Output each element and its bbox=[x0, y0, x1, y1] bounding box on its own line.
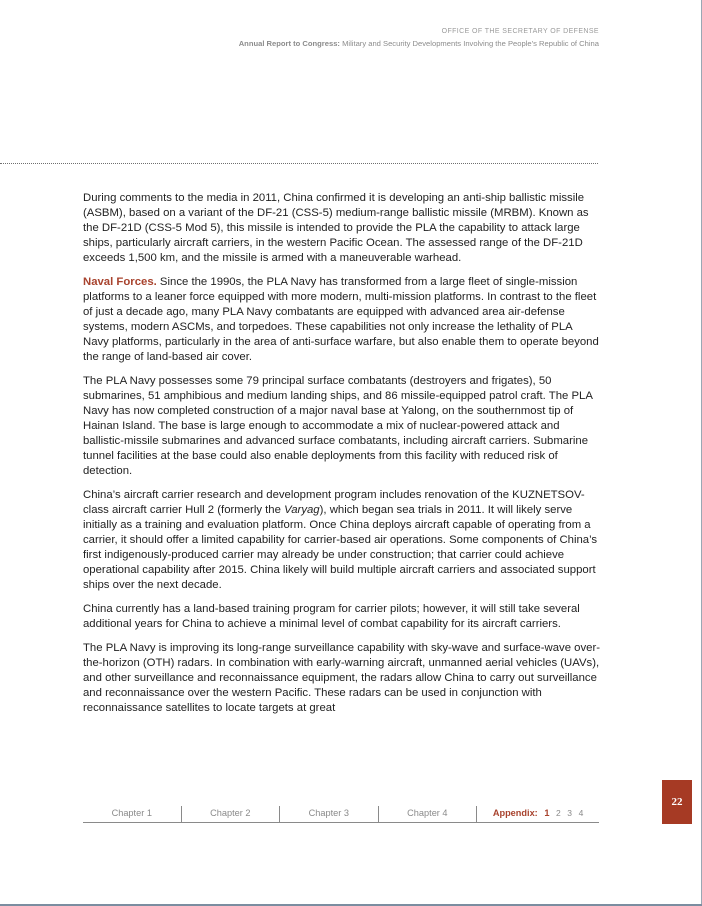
paragraph-naval-forces bbox=[83, 275, 601, 365]
header-report-rest: Military and Security Developments Involving the People’s Republic of China bbox=[339, 39, 599, 48]
page-number-badge: 22 bbox=[662, 780, 692, 824]
header-office: OFFICE OF THE SECRETARY OF DEFENSE bbox=[441, 28, 599, 35]
paragraph-pla-navy-fleet: The PLA Navy possesses some 79 principal surface combatants (destroyers and frigates), 50 submarines, 51 amphibious and medium landing ships, and 86 missile-equipped patrol craft. The PLA Navy has now completed construction of a major naval base at Yalong, on the southernmost tip of Hainan Island. The base is large enough to accommodate a mix of nuclear-powered attack and ballistic-missile submarines and advanced surface combatants, including aircraft carriers. Submarine tunnel facilities at the base could also enable deployments from this facility with reduced risk of detection. bbox=[83, 375, 593, 477]
header-report-title bbox=[239, 39, 599, 48]
paragraph-carrier-pilots: China currently has a land-based training program for carrier pilots; however, it will still take several additional years for China to achieve a minimal level of combat capability for its aircraft carriers. bbox=[83, 603, 580, 630]
dotted-divider bbox=[0, 163, 598, 164]
chapter-nav bbox=[83, 806, 599, 823]
appendix-label[interactable]: Appendix: bbox=[492, 808, 538, 818]
appendix-page-3[interactable]: 3 bbox=[567, 808, 573, 818]
paragraph-asbm: During comments to the media in 2011, China confirmed it is developing an anti-ship ballistic missile (ASBM), based on a variant of the DF-21 (CSS-5) medium-range ballistic missile (MRBM). Known as the DF-21D (CSS-5 Mod 5), this missile is intended to provide the PLA the capability to attack large ships, particularly aircraft carriers, in the western Pacific Ocean. The assessed range of the DF-21D exceeds 1,500 km, and the missile is armed with a maneuverable warhead. bbox=[83, 192, 589, 264]
carrier-name-varyag: Varyag bbox=[284, 504, 320, 516]
paragraph-aircraft-carrier bbox=[83, 488, 601, 593]
tab-chapter-3[interactable]: Chapter 3 bbox=[280, 806, 379, 822]
paragraph-naval-forces-text: Since the 1990s, the PLA Navy has transformed from a large fleet of single-mission platforms to a leaner force equipped with more modern, multi-mission platforms. In contrast to the fleet of just a decade ago, many PLA Navy combatants are equipped with advanced area air-defense systems, modern ASCMs, and torpedoes. These capabilities not only increase the lethality of PLA Navy platforms, particularly in the area of anti-surface warfare, but also enable them to operate beyond the range of land-based air cover. bbox=[83, 276, 599, 363]
tab-appendix bbox=[477, 806, 599, 822]
carrier-text-b: ), which began sea trials in 2011. It will likely serve initially as a training and evaluation platform. Once China deploys aircraft capable of operating from a carrier, it should offer a limited capability for carrier-based air operations. Some components of China’s first indigenously-produced carrier may already be under construction; that carrier could achieve operational capability after 2015. China likely will build multiple aircraft carriers and associated support ships over the next decade. bbox=[83, 504, 598, 591]
carrier-text-a: China’s aircraft carrier research and development program includes renovation of the KUZNETSOV-class aircraft carrier Hull 2 (formerly the bbox=[83, 489, 585, 516]
appendix-page-1[interactable]: 1 bbox=[544, 808, 550, 818]
tab-chapter-2[interactable]: Chapter 2 bbox=[182, 806, 281, 822]
appendix-page-2[interactable]: 2 bbox=[556, 808, 561, 818]
section-label-naval-forces: Naval Forces. bbox=[83, 276, 157, 288]
tab-chapter-4[interactable]: Chapter 4 bbox=[379, 806, 478, 822]
paragraph-oth-radar: The PLA Navy is improving its long-range surveillance capability with sky-wave and surface-wave over-the-horizon (OTH) radars. In combination with early-warning aircraft, unmanned aerial vehicles (UAVs), and other surveillance and reconnaissance equipment, the radars allow China to carry out surveillance and reconnaissance over the western Pacific. These radars can be used in conjunction with reconnaissance satellites to locate targets at great bbox=[83, 642, 600, 714]
body-text bbox=[83, 191, 601, 725]
appendix-page-4[interactable]: 4 bbox=[578, 808, 584, 818]
tab-chapter-1[interactable]: Chapter 1 bbox=[83, 806, 182, 822]
header-report-bold: Annual Report to Congress: bbox=[238, 39, 340, 48]
